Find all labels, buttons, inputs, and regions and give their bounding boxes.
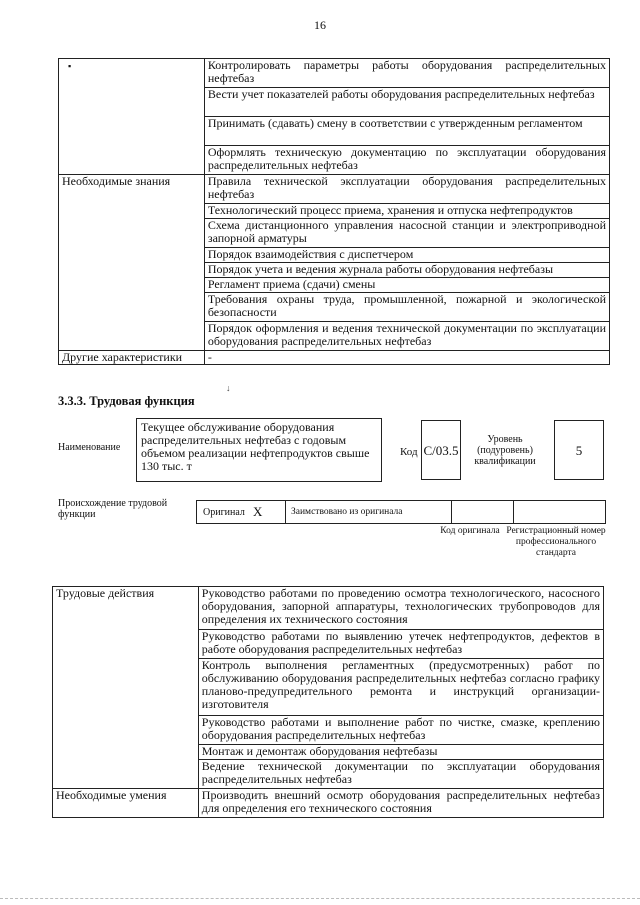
function-name-box (136, 418, 382, 482)
origin-box (196, 500, 606, 524)
level-value: 5 (575, 443, 583, 458)
table-cell: Контролировать параметры работы оборудования распределительных нефтебаз (204, 59, 609, 88)
table-row (59, 59, 610, 88)
code-value: C/03.5 (423, 443, 459, 458)
table-cell: Руководство работами по проведению осмотра технологического, насосного оборудования, запорной аппаратуры, технологических трубопроводов для определения их технического состояния (198, 587, 603, 630)
table-cell: Порядок учета и ведения журнала работы оборудования нефтебазы (204, 263, 609, 278)
table-cell: Контроль выполнения регламентных (предусмотренных) работ по обслуживанию оборудования распределительных нефтебаз согласно графику планово-предупредительного ремонта и инструкций организации-изготовителя (198, 659, 603, 716)
knowledge-table (58, 58, 610, 365)
function-name: Текущее обслуживание оборудования распределительных нефтебаз с годовым объемом реализации нефтепродуктов свыше 130 тыс. т (141, 420, 370, 473)
origin-original-cell (197, 501, 286, 523)
code-label: Код (400, 446, 418, 458)
code-box (421, 420, 461, 480)
scan-border (0, 898, 640, 900)
borrowed-label: Заимствовано из оригинала (291, 507, 403, 517)
table-row (59, 175, 610, 204)
table-cell: Вести учет показателей работы оборудования распределительных нефтебаз (204, 88, 609, 117)
table-cell: Руководство работами по выявлению утечек нефтепродуктов, дефектов в работе оборудования распределительных нефтебаз (198, 630, 603, 659)
table-row (53, 789, 604, 818)
origin-code-cell (451, 501, 514, 523)
page-number: 16 (314, 18, 326, 32)
table-cell: Требования охраны труда, промышленной, пожарной и экологической безопасности (204, 293, 609, 322)
section-title: 3.3.3. Трудовая функция (58, 394, 195, 408)
origin-borrowed-cell (285, 501, 452, 523)
table-cell: Руководство работами и выполнение работ по чистке, смазке, креплению оборудования распределительных нефтебаз (198, 716, 603, 745)
table-cell: Порядок оформления и ведения технической документации по эксплуатации оборудования распределительных нефтебаз (204, 322, 609, 351)
original-label: Оригинал (203, 507, 245, 518)
level-box (554, 420, 604, 480)
table-row (53, 587, 604, 630)
level-label: Уровень (подуровень) квалификации (474, 434, 536, 467)
table-cell-empty (59, 59, 205, 175)
table-row (59, 351, 610, 365)
actions-label: Трудовые действия (53, 587, 199, 789)
other-value: - (204, 351, 609, 365)
knowledge-label: Необходимые знания (59, 175, 205, 351)
other-label: Другие характеристики (59, 351, 205, 365)
table-cell: Регламент приема (сдачи) смены (204, 278, 609, 293)
original-mark: X (253, 504, 263, 519)
skills-label: Необходимые умения (53, 789, 199, 818)
table-cell: Схема дистанционного управления насосной станции и электроприводной запорной арматуры (204, 219, 609, 248)
stray-mark: ▪ (68, 61, 72, 71)
name-label: Наименование (58, 442, 121, 453)
table-cell: Порядок взаимодействия с диспетчером (204, 248, 609, 263)
origin-label: Происхождение трудовой функции (58, 498, 168, 520)
reg-caption: Регистрационный номер профессионального стандарта (506, 526, 606, 558)
table-cell: Монтаж и демонтаж оборудования нефтебазы (198, 745, 603, 760)
table-cell: Ведение технической документации по эксплуатации оборудования распределительных нефтебаз (198, 760, 603, 789)
code-caption: Код оригинала (440, 526, 500, 536)
table-cell: Оформлять техническую документацию по эксплуатации оборудования распределительных нефтебаз (204, 146, 609, 175)
table-cell: Производить внешний осмотр оборудования распределительных нефтебаз для определения его технического состояния (198, 789, 603, 818)
actions-table (52, 586, 604, 818)
table-cell: Технологический процесс приема, хранения и отпуска нефтепродуктов (204, 204, 609, 219)
table-cell: Правила технической эксплуатации оборудования распределительных нефтебаз (204, 175, 609, 204)
table-cell: Принимать (сдавать) смену в соответствии с утвержденным регламентом (204, 117, 609, 146)
scan-mark: ↓ (226, 383, 231, 393)
